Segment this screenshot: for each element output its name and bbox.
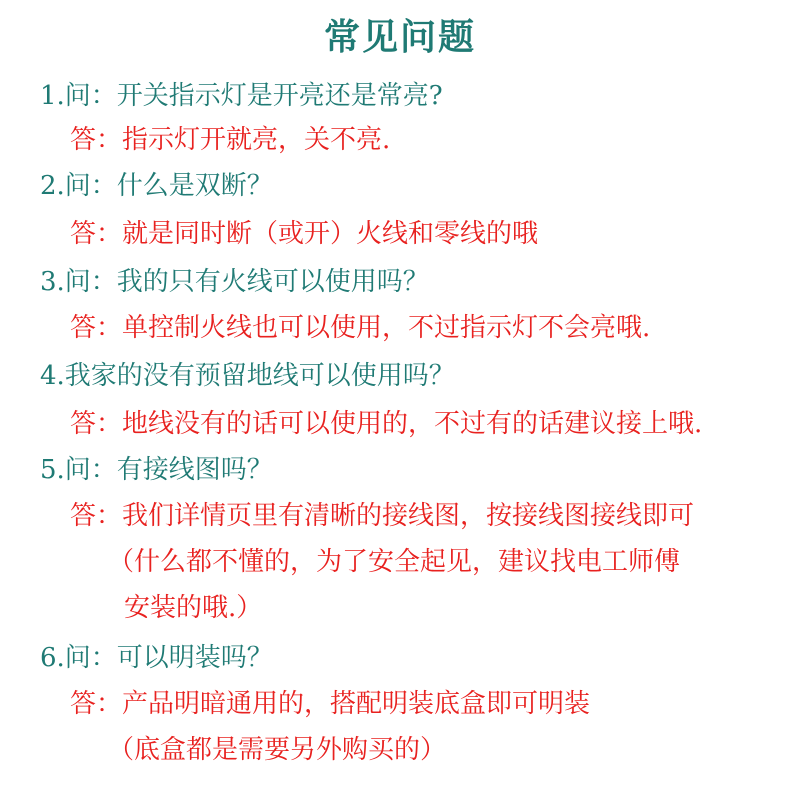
faq-answer-5-line-1: 答：我们详情页里有清晰的接线图，按接线图接线即可: [70, 501, 695, 531]
faq-answer-4: 答：地线没有的话可以使用的，不过有的话建议接上哦.: [70, 409, 703, 439]
faq-answer-6-line-1: 答：产品明暗通用的，搭配明装底盒即可明装: [70, 689, 591, 719]
faq-answer-6-line-2: （底盒都是需要另外购买的）: [108, 735, 447, 765]
faq-answer-5-line-2: （什么都不懂的，为了安全起见，建议找电工师傅: [108, 547, 681, 577]
faq-answer-1: 答：指示灯开就亮，关不亮.: [70, 125, 391, 155]
page-title: 常见问题: [323, 16, 476, 58]
faq-question-6: 6.问：可以明装吗？: [40, 643, 273, 673]
faq-question-2: 2.问：什么是双断？: [40, 171, 273, 201]
faq-answer-3: 答：单控制火线也可以使用，不过指示灯不会亮哦.: [70, 313, 651, 343]
faq-answer-2: 答：就是同时断（或开）火线和零线的哦: [70, 219, 539, 249]
faq-question-4: 4.我家的没有预留地线可以使用吗？: [40, 361, 455, 391]
faq-answer-5-line-3: 安装的哦.）: [124, 593, 263, 623]
faq-question-1: 1.问：开关指示灯是开亮还是常亮?: [40, 81, 443, 111]
faq-question-3: 3.问：我的只有火线可以使用吗？: [40, 267, 429, 297]
faq-question-5: 5.问：有接线图吗？: [40, 455, 273, 485]
